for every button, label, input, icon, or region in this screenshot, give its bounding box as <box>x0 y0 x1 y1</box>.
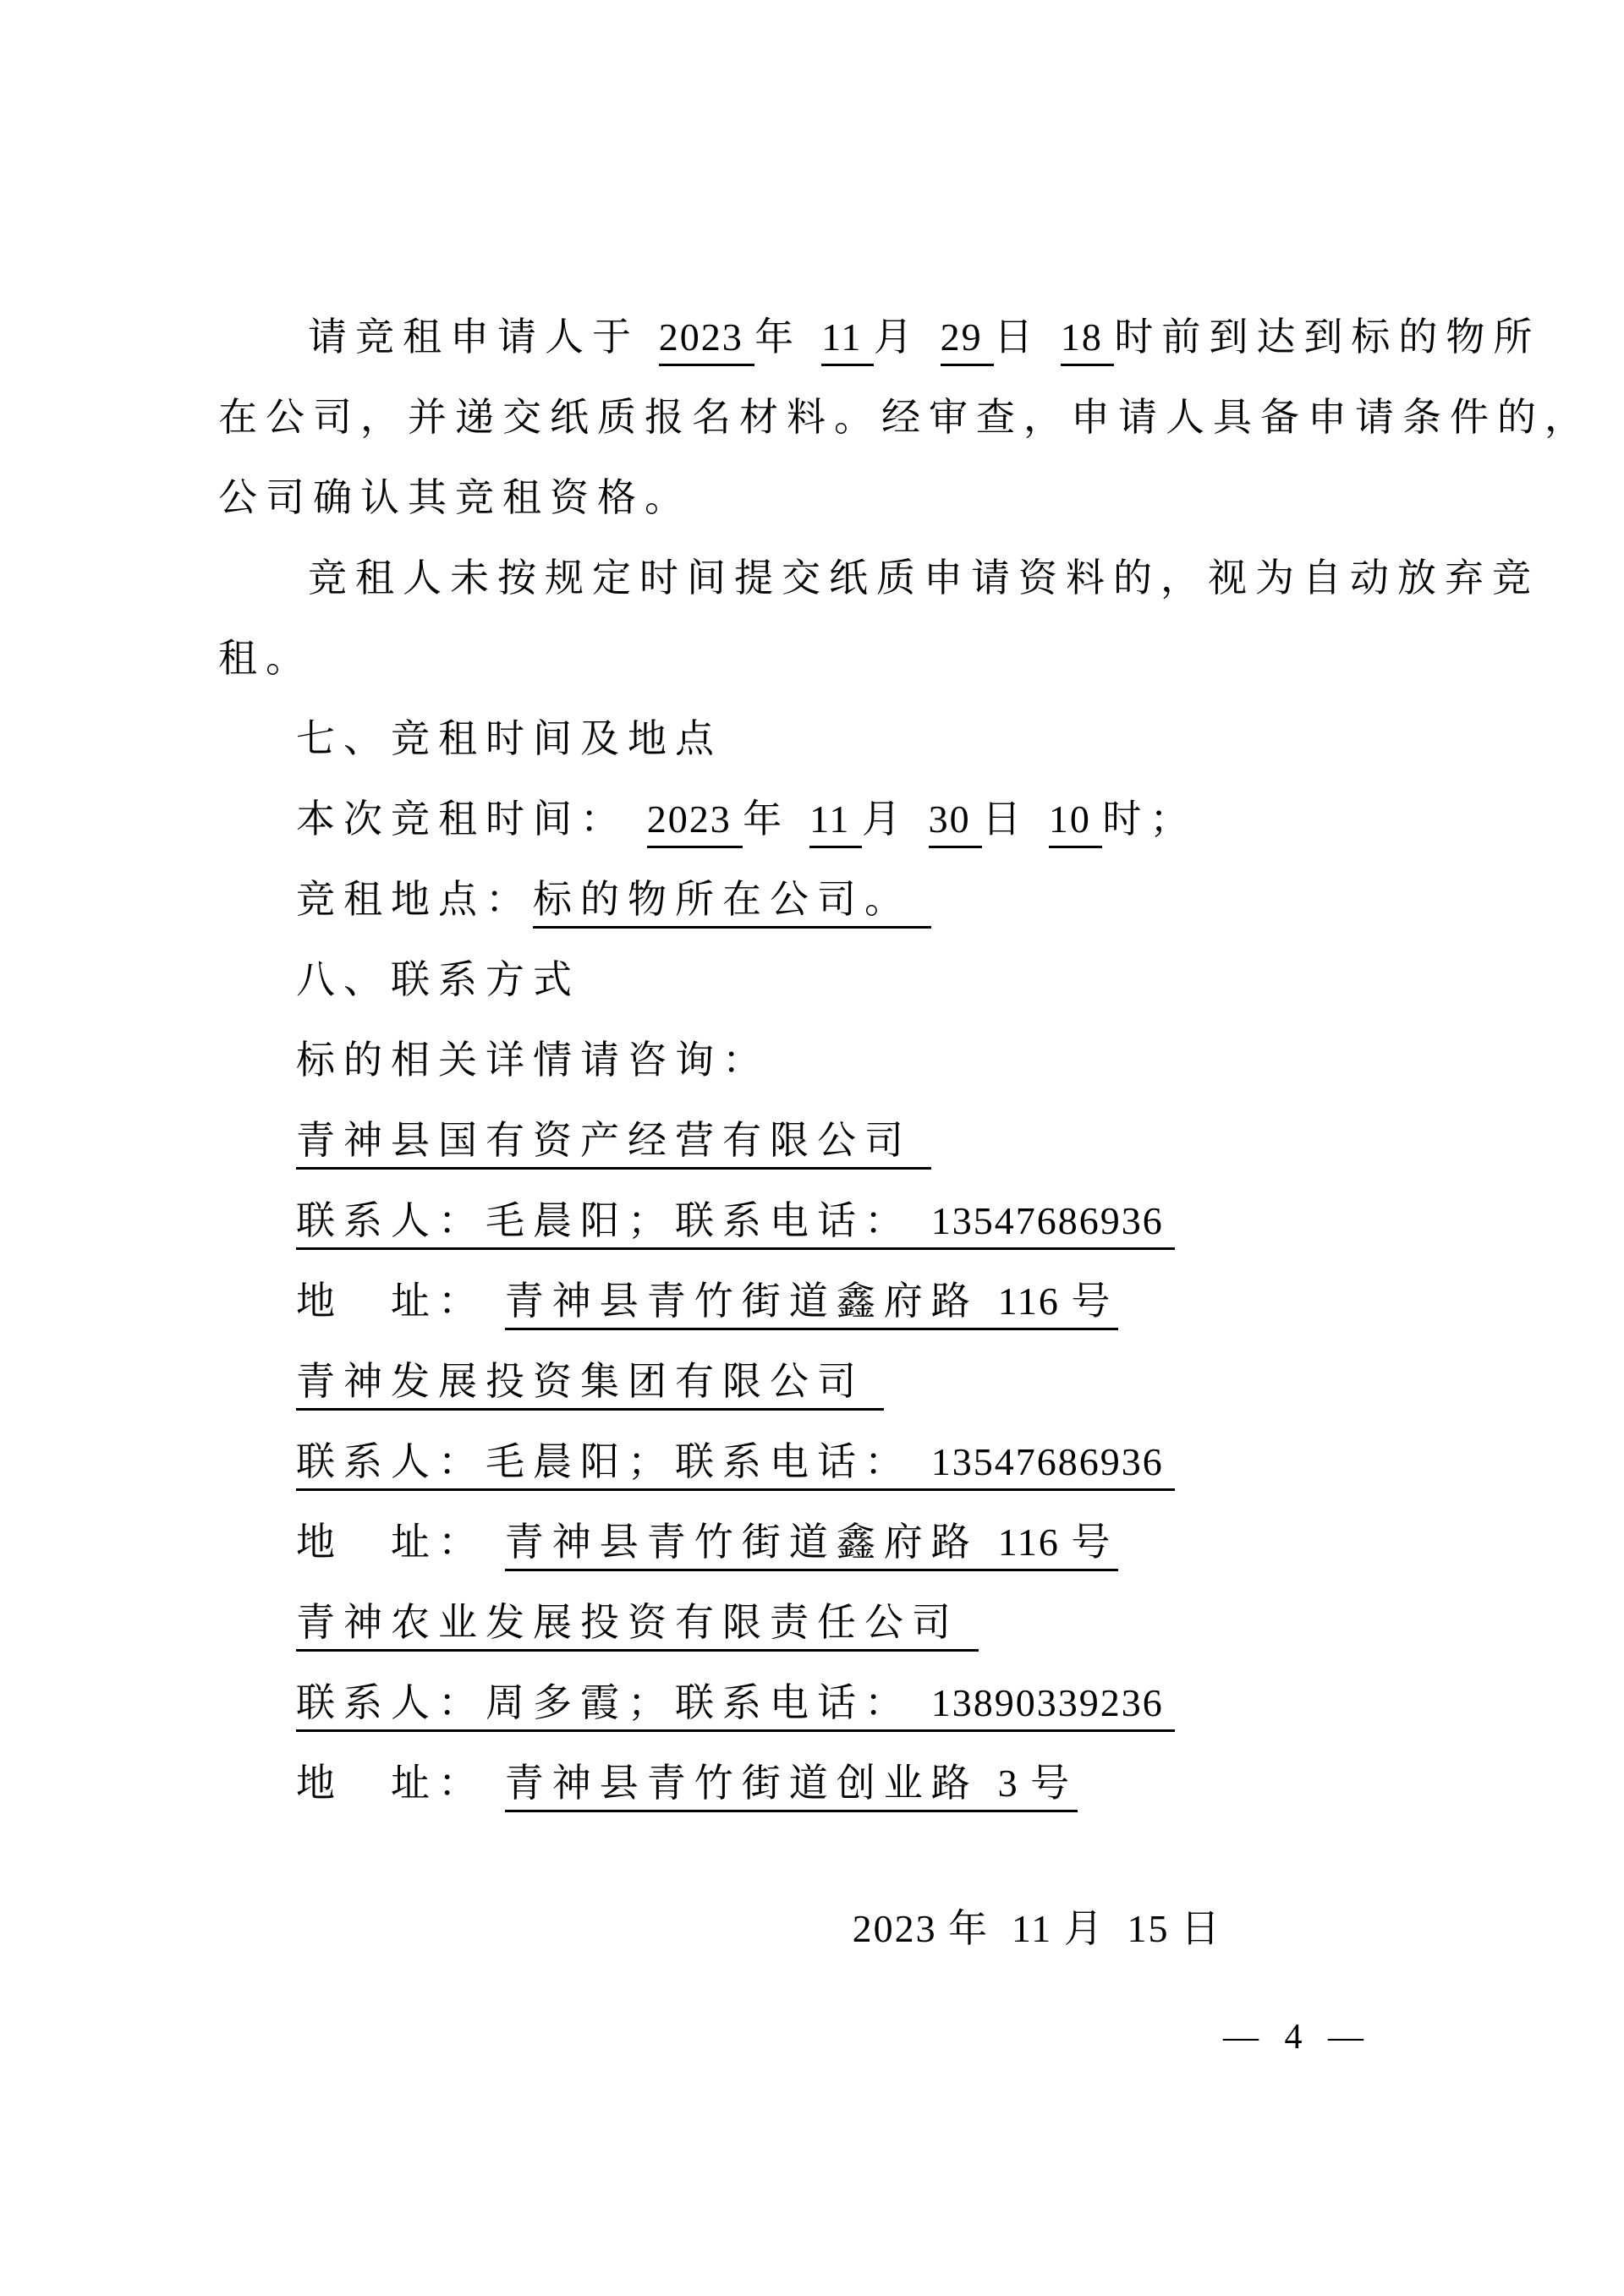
address-number: 116 <box>998 1521 1072 1571</box>
deadline-year: 2023 <box>659 315 755 366</box>
place-value: 标的物所在公司。 <box>533 877 931 929</box>
forfeit-text: 竞租人未按规定时间提交纸质申请资料的，视为自动放弃竞 <box>308 556 1539 600</box>
address-number: 116 <box>998 1280 1072 1330</box>
year-label: 年 <box>948 1906 1012 1950</box>
contact-phone: 13890339236 <box>931 1681 1176 1732</box>
contact-phone: 13547686936 <box>931 1440 1176 1491</box>
doc-date-day: 15 <box>1127 1907 1181 1950</box>
address-suffix: 号 <box>1071 1520 1118 1571</box>
contact-label: 联系人：周多霞；联系电话： <box>296 1680 931 1732</box>
doc-date-year: 2023 <box>852 1907 949 1950</box>
consult-text: 标的相关详情请咨询： <box>296 1038 770 1082</box>
intro-text-cont: 时前到达到标的物所 <box>1114 315 1541 359</box>
contact-label: 联系人：毛晨阳；联系电话： <box>296 1439 931 1491</box>
address-number: 3 <box>998 1762 1031 1812</box>
contact-label: 联系人：毛晨阳；联系电话： <box>296 1198 931 1250</box>
company-3-contact <box>218 1663 1506 1743</box>
section-heading-7 <box>218 699 1506 779</box>
bid-month: 11 <box>809 797 862 848</box>
intro-text: 在公司，并递交纸质报名材料。经审查，申请人具备申请条件的， <box>218 395 1592 439</box>
page-number-text: — 4 — <box>1223 2018 1372 2057</box>
day-label: 日 <box>994 315 1061 359</box>
place-label: 竞租地点： <box>296 877 533 921</box>
company-name-text: 青神农业发展投资有限责任公司 <box>296 1600 979 1652</box>
heading-text: 八、联系方式 <box>296 957 580 1001</box>
intro-text: 公司确认其竞租资格。 <box>218 475 692 519</box>
company-2-address <box>218 1502 1506 1582</box>
section-heading-8 <box>218 940 1506 1020</box>
address-label: 地 址： <box>296 1520 505 1564</box>
hour-label: 时； <box>1102 797 1198 841</box>
intro-paragraph-line-2 <box>218 377 1592 458</box>
bidding-time-line <box>218 779 1506 859</box>
company-1-address <box>218 1261 1506 1341</box>
address-street: 青神县青竹街道鑫府路 <box>505 1279 998 1330</box>
company-3-name <box>218 1582 1506 1663</box>
bid-hour: 10 <box>1049 797 1103 848</box>
company-name-text: 青神发展投资集团有限公司 <box>296 1359 884 1411</box>
address-suffix: 号 <box>1071 1279 1118 1330</box>
address-street: 青神县青竹街道鑫府路 <box>505 1520 998 1571</box>
heading-text: 七、竞租时间及地点 <box>296 716 722 760</box>
company-name-text: 青神县国有资产经营有限公司 <box>296 1118 931 1170</box>
deadline-month: 11 <box>821 315 874 366</box>
day-label: 日 <box>1181 1906 1226 1950</box>
month-label: 月 <box>1063 1906 1127 1950</box>
company-2-contact <box>218 1422 1506 1502</box>
deadline-day: 29 <box>941 315 995 366</box>
page-number <box>218 2015 1506 2059</box>
contact-phone: 13547686936 <box>931 1199 1176 1250</box>
time-label: 本次竞租时间： <box>296 797 647 841</box>
forfeit-text: 租。 <box>218 636 313 680</box>
company-1-name <box>218 1100 1506 1181</box>
address-street: 青神县青竹街道创业路 <box>505 1761 998 1812</box>
bid-year: 2023 <box>647 797 743 848</box>
month-label: 月 <box>873 315 941 359</box>
company-3-address <box>218 1743 1506 1823</box>
document-body <box>218 297 1592 2059</box>
address-suffix: 号 <box>1030 1761 1078 1812</box>
company-1-contact <box>218 1181 1506 1261</box>
document-date-line <box>218 1888 1506 1969</box>
bidding-place-line <box>218 859 1506 940</box>
intro-paragraph-line-3 <box>218 458 1506 538</box>
deadline-hour: 18 <box>1061 315 1115 366</box>
year-label: 年 <box>743 797 810 841</box>
month-label: 月 <box>861 797 929 841</box>
forfeit-paragraph-line-1 <box>218 538 1539 618</box>
doc-date-month: 11 <box>1011 1907 1064 1950</box>
intro-text: 请竞租申请人于 <box>308 315 659 359</box>
address-label: 地 址： <box>296 1279 505 1323</box>
bid-day: 30 <box>929 797 983 848</box>
year-label: 年 <box>754 315 822 359</box>
forfeit-paragraph-line-2 <box>218 618 1506 699</box>
consult-line <box>218 1020 1506 1100</box>
address-label: 地 址： <box>296 1761 505 1805</box>
intro-paragraph-line-1 <box>218 297 1541 377</box>
company-2-name <box>218 1341 1506 1422</box>
day-label: 日 <box>982 797 1049 841</box>
